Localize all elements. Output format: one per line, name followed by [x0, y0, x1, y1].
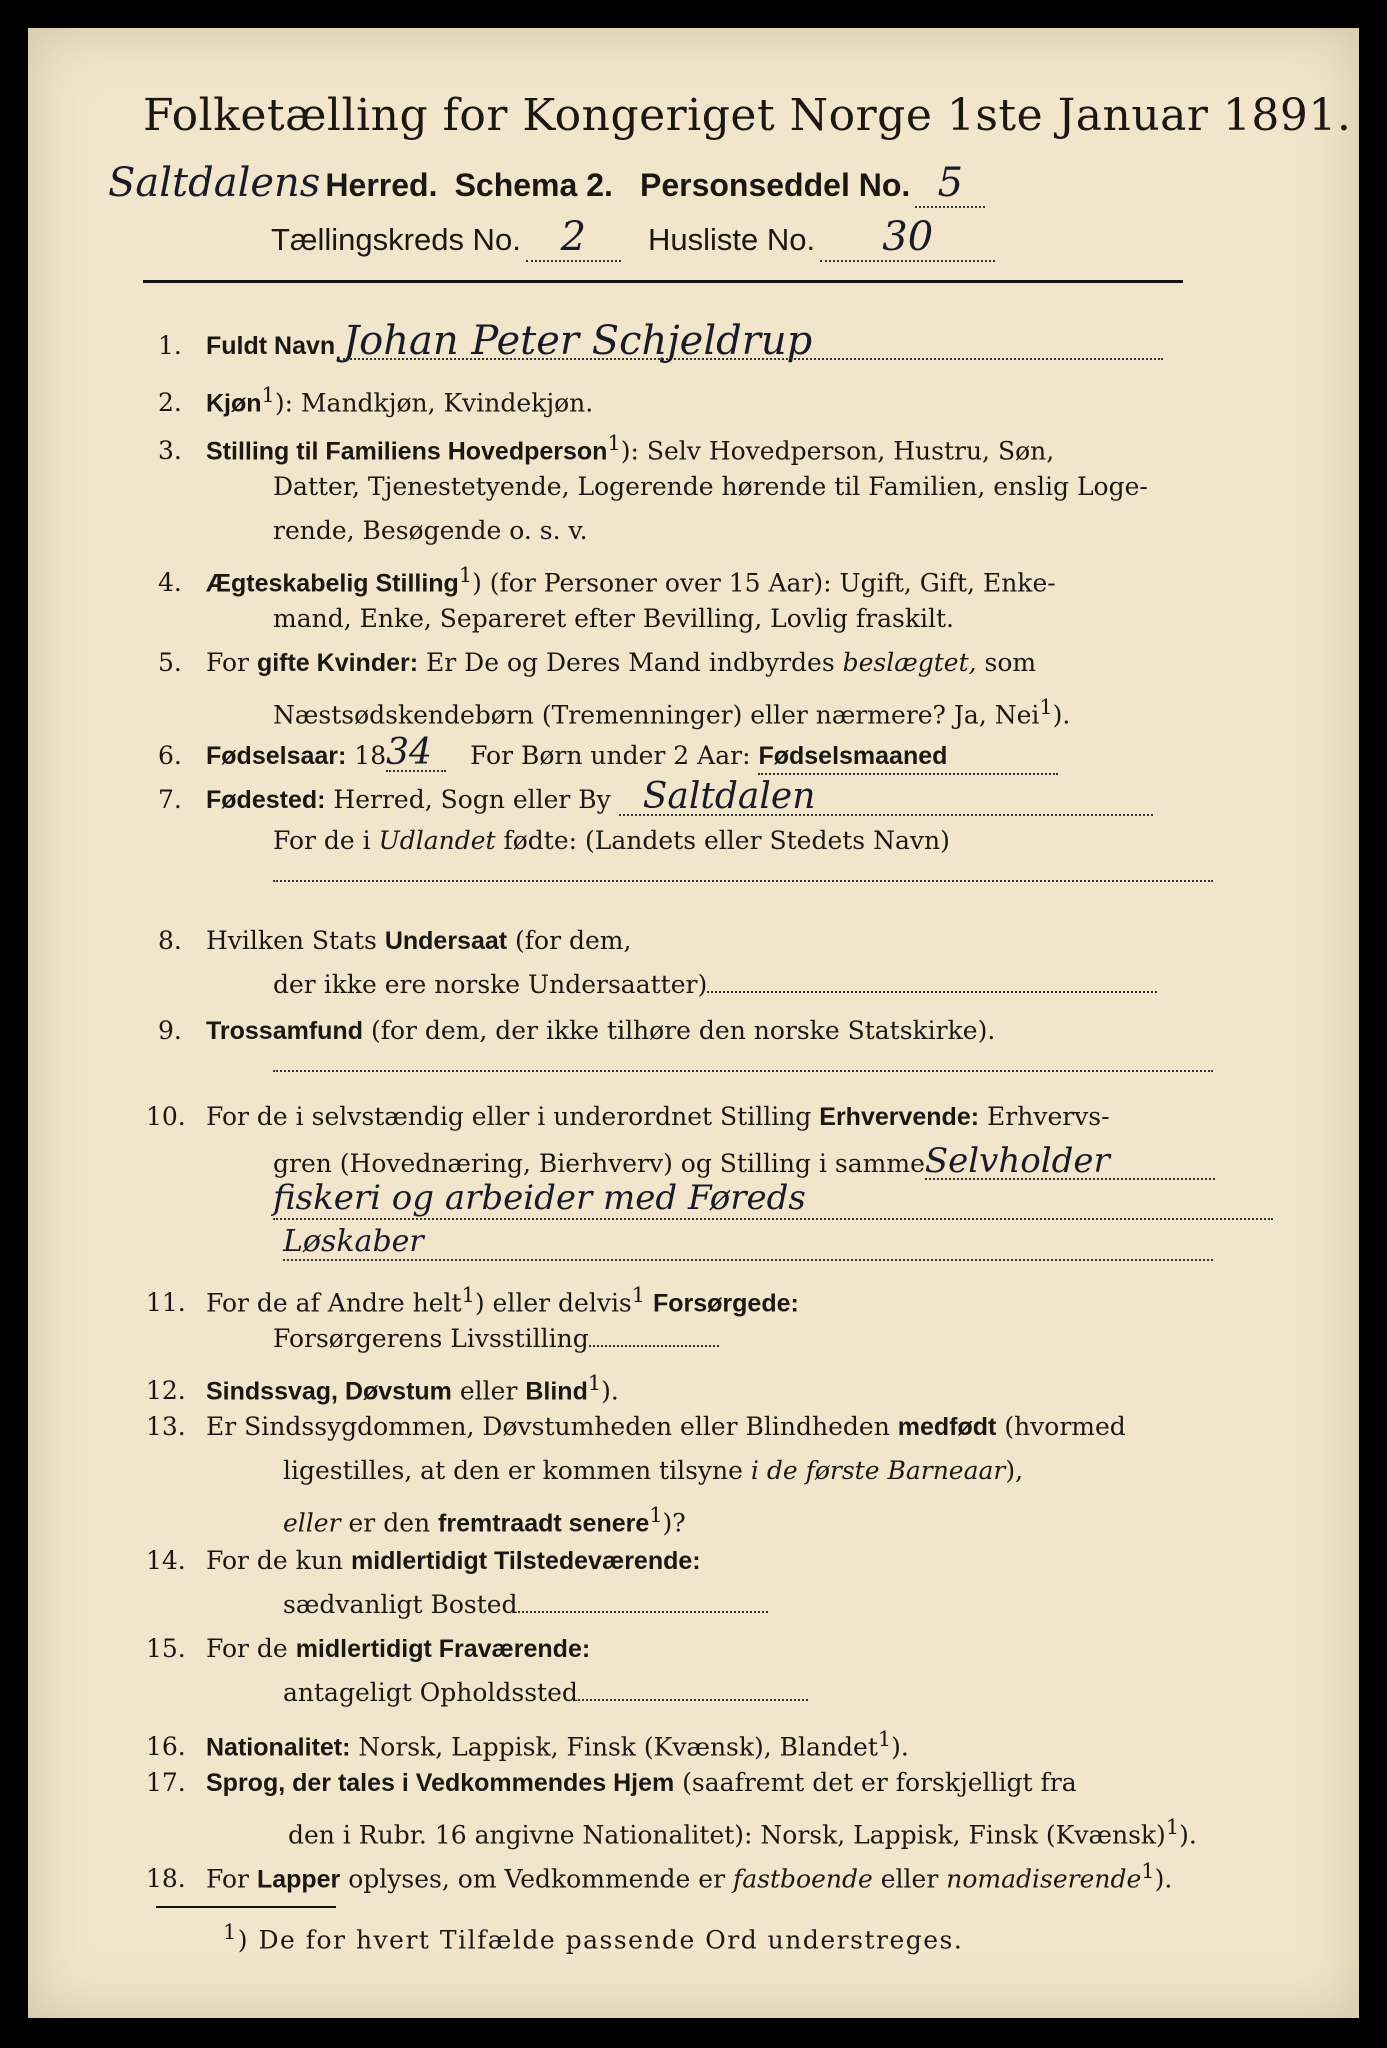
- personseddel-label: Personseddel No.: [639, 167, 911, 203]
- item-7-blank: [273, 878, 1213, 882]
- personseddel-number: 5: [915, 160, 985, 208]
- birth-year-answer: 34: [386, 736, 446, 772]
- form-title: Folketælling for Kongeriget Norge 1ste Januar 1891.: [143, 90, 1352, 141]
- footnote: $^1$) De for hvert Tilfælde passende Ord understreges.: [223, 1920, 964, 1955]
- item-2: 2. Kjøn$^1$): Mandkjøn, Kvindekjøn.: [158, 383, 594, 418]
- item-13: 13. Er Sindssygdommen, Døvstumheden eller Blindheden medfødt (hvormed: [146, 1412, 1126, 1441]
- birthplace-answer: Saltdalen: [619, 780, 1153, 816]
- footnote-rule: [156, 1906, 336, 1908]
- item-3-line2: Datter, Tjenestetyende, Logerende hørende til Familien, enslig Loge-: [273, 472, 1148, 501]
- occupation-answer-2: fiskeri og arbeider med Føreds: [273, 1178, 1273, 1220]
- item-13-line2: ligestilles, at den er kommen tilsyne i de første Barneaar),: [283, 1456, 1024, 1485]
- item-11: 11. For de af Andre helt$^1$) eller delvis$^1$ Forsørgede:: [146, 1283, 799, 1318]
- item-8: 8. Hvilken Stats Undersaat (for dem,: [158, 926, 632, 955]
- item-14: 14. For de kun midlertidigt Tilstedeværende:: [146, 1546, 701, 1575]
- item-18: 18. For Lapper oplyses, om Vedkommende er fastboende eller nomadiserende$^1$).: [146, 1859, 1173, 1894]
- item-13-line3: eller er den fremtraadt senere$^1$)?: [283, 1503, 686, 1538]
- husliste-label: Husliste No.: [648, 222, 816, 257]
- herred-handwritten: Saltdalens: [108, 160, 321, 206]
- occupation-answer-3: Løskaber: [283, 1224, 1213, 1261]
- header-rule: [143, 280, 1183, 283]
- husliste-number: 30: [820, 214, 995, 262]
- item-5-line2: Næstsødskendebørn (Tremenninger) eller nærmere? Ja, Nei$^1$).: [273, 695, 1071, 730]
- item-17-line2: den i Rubr. 16 angivne Nationalitet): Norsk, Lappisk, Finsk (Kvænsk)$^1$).: [288, 1815, 1197, 1850]
- item-3-line3: rende, Besøgende o. s. v.: [273, 516, 588, 545]
- occupation-answer-1: Selvholder: [925, 1144, 1215, 1180]
- item-3: 3. Stilling til Familiens Hovedperson$^1$): Selv Hovedperson, Hustru, Søn,: [158, 431, 1055, 466]
- item-6: 6. Fødselsaar: 1834 For Børn under 2 Aar: Fødselsmaaned: [158, 736, 1058, 775]
- item-16: 16. Nationalitet: Norsk, Lappisk, Finsk (Kvænsk), Blandet$^1$).: [146, 1727, 909, 1762]
- kreds-line: [271, 214, 995, 262]
- item-10-line2: gren (Hovednæring, Bierhverv) og Stilling i sammeSelvholder: [273, 1144, 1215, 1181]
- item-11-line2: Forsørgerens Livsstilling: [273, 1322, 719, 1356]
- kreds-number: 2: [526, 214, 621, 262]
- item-9: 9. Trossamfund (for dem, der ikke tilhøre den norske Statskirke).: [158, 1016, 996, 1045]
- item-5: 5. For gifte Kvinder: Er De og Deres Mand indbyrdes beslægtet, som: [158, 648, 1037, 677]
- item-1: 1. Fuldt Navn Johan Peter Schjeldrup: [158, 324, 1163, 363]
- item-15-line2: antageligt Opholdssted: [283, 1676, 808, 1710]
- census-form: [28, 28, 1359, 2018]
- item-15: 15. For de midlertidigt Fraværende:: [146, 1634, 591, 1663]
- item-4-line2: mand, Enke, Separeret efter Bevilling, Lovlig fraskilt.: [273, 604, 954, 633]
- herred-line: [108, 160, 985, 208]
- name-answer: Johan Peter Schjeldrup: [343, 324, 1163, 360]
- kreds-label: Tællingskreds No.: [271, 222, 521, 257]
- item-17: 17. Sprog, der tales i Vedkommendes Hjem (saafremt det er forskjelligt fra: [146, 1768, 1077, 1797]
- herred-label: Herred.: [325, 167, 438, 203]
- item-14-line2: sædvanligt Bosted: [283, 1588, 768, 1622]
- schema-label: Schema 2.: [454, 167, 613, 203]
- item-9-blank: [273, 1068, 1213, 1072]
- item-10: 10. For de i selvstændig eller i underordnet Stilling Erhvervende: Erhvervs-: [146, 1102, 1110, 1131]
- item-4: 4. Ægteskabelig Stilling$^1$) (for Personer over 15 Aar): Ugift, Gift, Enke-: [158, 563, 1056, 598]
- item-7-line2: For de i Udlandet fødte: (Landets eller Stedets Navn): [273, 826, 950, 855]
- item-12: 12. Sindssvag, Døvstum eller Blind$^1$).: [146, 1371, 619, 1406]
- item-7: 7. Fødested: Herred, Sogn eller By Saltdalen: [158, 780, 1153, 817]
- item-8-line2: der ikke ere norske Undersaatter): [273, 968, 1157, 1002]
